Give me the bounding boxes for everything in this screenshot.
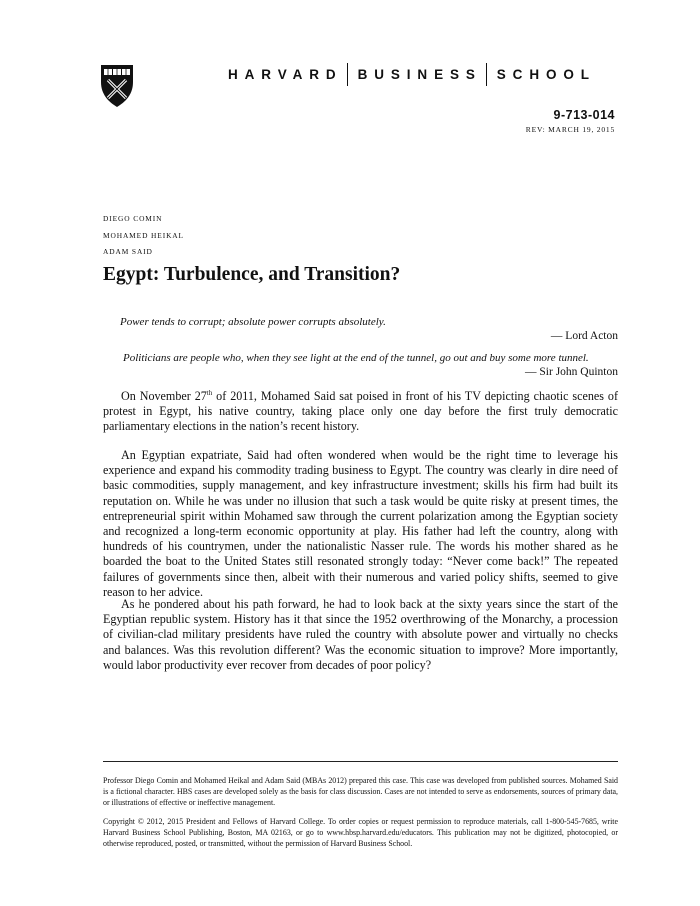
masthead-harvard: HARVARD: [228, 67, 343, 82]
author-name: ADAM SAID: [103, 247, 153, 256]
masthead-divider: [347, 63, 348, 86]
epigraph-attribution: — Sir John Quinton: [525, 366, 618, 378]
masthead-school: SCHOOL: [496, 67, 596, 82]
masthead-business: BUSINESS: [357, 67, 482, 82]
revision-date: REV: MARCH 19, 2015: [525, 125, 615, 134]
author-list: [103, 211, 184, 261]
body-paragraph: [103, 389, 618, 435]
paragraph-text: On November 27: [121, 389, 207, 403]
harvard-shield-logo: [100, 64, 134, 108]
case-title: Egypt: Turbulence, and Transition?: [103, 264, 401, 285]
footnote-divider: [103, 761, 618, 762]
masthead-divider: [486, 63, 487, 86]
epigraph-quote: Politicians are people who, when they see light at the end of the tunnel, go out and buy some more tunnel.: [123, 352, 589, 364]
author-name: MOHAMED HEIKAL: [103, 230, 184, 240]
document-number: 9-713-014: [553, 108, 615, 122]
author-name: DIEGO COMIN: [103, 214, 163, 223]
paragraph-text: of 2011, Mohamed Said sat poised in front of his TV depicting chaotic scenes of protest in Egypt, his native country, taking place only one day before the first truly democratic parliamentary elections in the nation’s recent history.: [103, 389, 619, 434]
school-masthead: [228, 63, 620, 86]
footnote-preparation: Professor Diego Comin and Mohamed Heikal and Adam Said (MBAs 2012) prepared this case. This case was developed from published sources. Mohamed Said is a fictional character. HBS cases are developed solely as the basis for class discussion. Cases are not intended to serve as endorsements, sources of primary data, or illustrations of effective or ineffective management.: [103, 776, 618, 807]
body-paragraph: An Egyptian expatriate, Said had often wondered when would be the right time to leverage his experience and expand his commodity trading business to Egypt. The country was clearly in dire need of basic commodities, supply management, and key infrastructure investment; skills his firm had built its reputation on. While he was under no illusion that such a task would be quite risky at present times, the entrepreneurial spirit within Mohamed saw through the current polarization among the Egyptian society and recognized a long-term economic opportunity at play. His father had left the country, along with hundreds of his countrymen, under the nationalistic Nasser rule. The words his mother shared as he boarded the boat to the United States still resonated strongly today: “Never come back!” The repeated failures of governments since then, albeit with their numerous and varied policy shifts, seemed to give reason to her advice.: [103, 448, 618, 599]
epigraph-quote: Power tends to corrupt; absolute power corrupts absolutely.: [120, 316, 386, 328]
ordinal-superscript: th: [206, 388, 213, 397]
footnote-copyright: Copyright © 2012, 2015 President and Fellows of Harvard College. To order copies or request permission to reproduce materials, call 1-800-545-7685, write Harvard Business School Publishing, Boston, MA 02163, or go to www.hbsp.harvard.edu/educators. This publication may not be digitized, photocopied, or otherwise reproduced, posted, or transmitted, without the permission of Harvard Business School.: [103, 817, 618, 848]
epigraph-attribution: — Lord Acton: [550, 330, 618, 342]
body-paragraph: As he pondered about his path forward, he had to look back at the sixty years since the start of the Egyptian republic system. History has it that since the 1952 overthrowing of the Monarchy, a procession of civilian-clad military presidents have ruled the country with absolute power and virtually no checks and balances. Was this revolution different? Was the economic situation to improve? More importantly, would labor productivity ever recover from decades of poor policy?: [103, 597, 618, 672]
